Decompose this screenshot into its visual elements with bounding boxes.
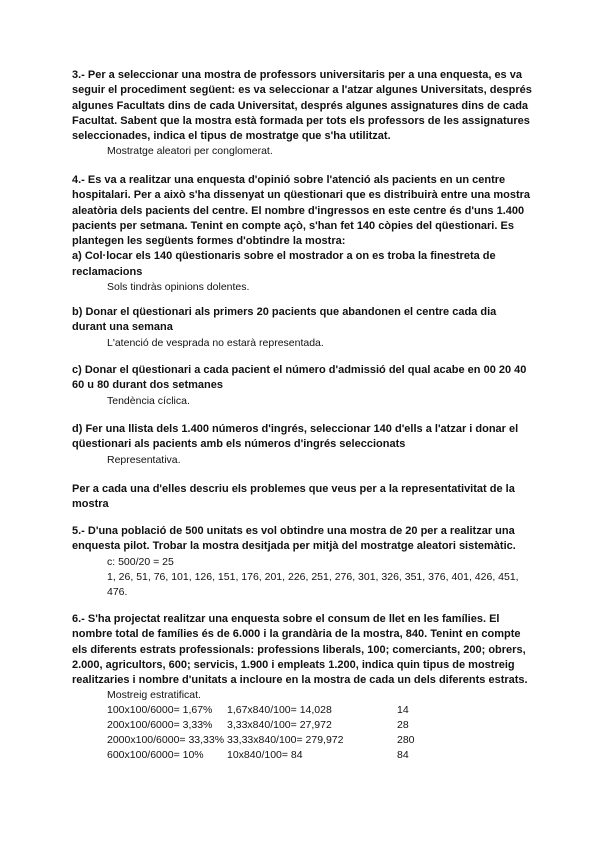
question-4a-answer: Sols tindràs opinions dolentes. [107, 281, 250, 294]
question-6-text: 6.- S'ha projectat realitzar una enquesta sobre el consum de llet en les famílies. El nombre total de famílies és de 6.000 i la grandària de la mostra, 840. Tenint en compte els diferents estrats professionals: professions liberals, 100; comerciants, 200; obrers, 2.000, agricultors, 600; servicis, 1.900 i empleats 1.200, indica quin tipus de mostreig realitzaries i nombre d'unitats a incloure en la mostra de cada un dels diferents estrats. [72, 613, 528, 687]
question-3-text: 3.- Per a seleccionar una mostra de professors universitaris per a una enquesta, es va seguir el procediment següent: es va seleccionar a l'atzar algunes Universitats, després algunes Facultats dins de cada Universitat, després algunes assignatures dins de cada Facultat. Sabent que la mostra està formada per tots els professors de les assignatures seleccionades, indica el tipus de mostratge que s'ha utilitzat. [72, 69, 532, 143]
question-4 [72, 173, 532, 295]
question-5 [72, 524, 532, 600]
strata-table [72, 703, 532, 763]
question-6-answer: Mostreig estratificat. [107, 689, 201, 702]
question-4-closing [72, 482, 532, 513]
question-4b-text: b) Donar el qüestionari als primers 20 pacients que abandonen el centre cada dia durant una semana [72, 306, 497, 334]
strata-row [107, 748, 532, 763]
question-4b-answer: L'atenció de vesprada no estarà representada. [107, 336, 324, 349]
strata-row [107, 718, 532, 733]
question-3-answer: Mostratge aleatori per conglomerat. [107, 145, 273, 158]
strata-percent: 100x100/6000= 1,67% [107, 704, 213, 717]
strata-row [107, 733, 532, 748]
question-4d [72, 422, 532, 468]
question-4c [72, 363, 532, 409]
question-3 [72, 68, 532, 159]
strata-calculation: 33,33x840/100= 279,972 [227, 734, 344, 747]
strata-units: 84 [397, 749, 409, 762]
question-4d-answer: Representativa. [107, 453, 181, 466]
question-5-calc: c: 500/20 = 25 [107, 555, 174, 568]
strata-percent: 2000x100/6000= 33,33% [107, 734, 225, 747]
question-5-sample-list: 1, 26, 51, 76, 101, 126, 151, 176, 201, 226, 251, 276, 301, 326, 351, 376, 401, 426, 451, 476. [107, 570, 519, 598]
question-4d-text: d) Fer una llista dels 1.400 números d'ingrés, seleccionar 140 d'ells a l'atzar i donar el qüestionari als pacients amb els números d'ingrés seleccionats [72, 423, 519, 451]
question-4-closing-text: Per a cada una d'elles descriu els problemes que veus per a la representativitat de la mostra [72, 483, 515, 511]
question-4c-answer: Tendència cíclica. [107, 394, 190, 407]
question-4b [72, 305, 532, 351]
strata-percent: 600x100/6000= 10% [107, 749, 204, 762]
strata-percent: 200x100/6000= 3,33% [107, 719, 213, 732]
strata-calculation: 10x840/100= 84 [227, 749, 303, 762]
question-4-intro: 4.- Es va a realitzar una enquesta d'opinió sobre l'atenció als pacients en un centre hospitalari. Per a això s'ha dissenyat un qüestionari que es distribuirà entre una mostra aleatòria dels pacients del centre. El nombre d'ingressos en este centre és d'uns 1.400 pacients per setmana. Tenint en compte açò, s'han fet 140 còpies del qüestionari. Es plantegen les següents formes d'obtindre la mostra: [72, 174, 531, 248]
strata-calculation: 1,67x840/100= 14,028 [227, 704, 332, 717]
question-4c-text: c) Donar el qüestionari a cada pacient el número d'admissió del qual acabe en 00 20 40 60 u 80 durant dos setmanes [72, 364, 527, 392]
strata-calculation: 3,33x840/100= 27,972 [227, 719, 332, 732]
strata-units: 280 [397, 734, 415, 747]
strata-units: 14 [397, 704, 409, 717]
strata-row [107, 703, 532, 718]
question-6 [72, 612, 532, 763]
strata-units: 28 [397, 719, 409, 732]
question-4a-text: a) Col·locar els 140 qüestionaris sobre el mostrador a on es troba la finestreta de reclamacions [72, 250, 496, 278]
question-5-text: 5.- D'una població de 500 unitats es vol obtindre una mostra de 20 per a realitzar una enquesta pilot. Trobar la mostra desitjada per mitjà del mostratge aleatori sistemàtic. [72, 525, 516, 553]
